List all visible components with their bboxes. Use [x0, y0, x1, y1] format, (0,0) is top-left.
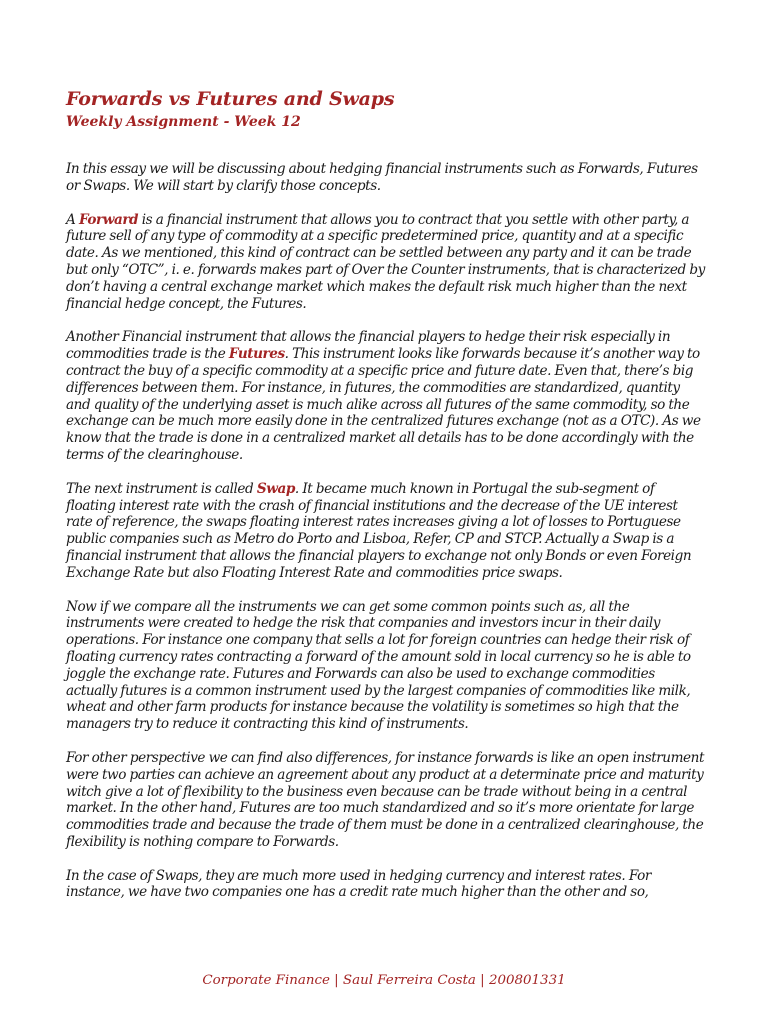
paragraph-text-after: . This instrument looks like forwards because it’s another way to contract the buy of a specific commodity at a specific price and future date. Even that, there’s big differences between them. For instance, in futures, the commodities are standardized, quantity and quality of the underlying asset is much alike across all futures of the same commodity, so the exchange can be much more easily done in the centralized futures exchange (not as a OTC). As we know that the trade is done in a centralized market all details has to be done accordingly with the terms of the clearinghouse. [66, 346, 701, 463]
document-body [66, 161, 706, 918]
paragraph-text-after: . It became much known in Portugal the sub-segment of floating interest rate with the crash of financial institutions and the decrease of the UE interest rate of reference, the swaps floating interest rates increases giving a lot of losses to Portuguese public companies such as Metro do Porto and Lisboa, Refer, CP and STCP. Actually a Swap is a financial instrument that allows the financial players to exchange not only Bonds or even Foreign Exchange Rate but also Floating Interest Rate and commodities price swaps. [66, 480, 692, 581]
paragraph-text: In the case of Swaps, they are much more used in hedging currency and interest rates. For instance, we have two companies one has a credit rate much higher than the other and so, [66, 867, 651, 901]
term-futures: Futures [228, 346, 285, 363]
paragraph-text: For other perspective we can find also differences, for instance forwards is like an open instrument were two parties can achieve an agreement about any product at a determinate price and maturity witch give a lot of flexibility to the business even because can be trade without being in a central market. In the other hand, Futures are too much standardized and so it’s more orientate for large commodities trade and because the trade of them must be done in a centralized clearinghouse, the flexibility is nothing compare to Forwards. [66, 749, 704, 850]
paragraph-text-before: Another Financial instrument that allows the financial players to hedge their risk especially in commodities trade is the [66, 329, 671, 363]
document-title: Forwards vs Futures and Swaps [66, 88, 395, 110]
paragraph-text-before: A [66, 211, 79, 228]
paragraph-swap [66, 481, 706, 582]
document-subtitle: Weekly Assignment - Week 12 [66, 114, 301, 130]
paragraph-forward [66, 212, 706, 313]
paragraph-text: In this essay we will be discussing about hedging financial instruments such as Forwards, Futures or Swaps. We will start by clarify those concepts. [66, 161, 698, 194]
term-swap: Swap [256, 480, 295, 497]
paragraph-text-after: is a financial instrument that allows you to contract that you settle with other party, a future sell of any type of commodity at a specific predetermined price, quantity and at a specific date. As we mentioned, this kind of contract can be settled between any party and it can be trade but only “OTC”, i. e. forwards makes part of Over the Counter instruments, that is characterized by don’t having a central exchange market which makes the default risk much higher than the next financial hedge concept, the Futures. [66, 211, 705, 312]
term-forward: Forward [78, 211, 139, 228]
paragraph-text-before: The next instrument is called [66, 480, 257, 497]
page-footer: Corporate Finance | Saul Ferreira Costa | 200801331 [202, 973, 566, 988]
paragraph-futures [66, 329, 706, 463]
paragraph-intro [66, 161, 706, 195]
paragraph-comparison [66, 599, 706, 733]
paragraph-differences [66, 750, 706, 851]
paragraph-text: Now if we compare all the instruments we can get some common points such as, all the instruments were created to hedge the risk that companies and investors incur in their daily operations. For instance one company that sells a lot for foreign countries can hedge their risk of floating currency rates contracting a forward of the amount sold in local currency so he is able to joggle the exchange rate. Futures and Forwards can also be used to exchange commodities actually futures is a common instrument used by the largest companies of commodities like milk, wheat and other farm products for instance because the volatility is sometimes so high that the managers try to reduce it contracting this kind of instruments. [66, 598, 691, 733]
paragraph-swaps-case [66, 868, 706, 902]
